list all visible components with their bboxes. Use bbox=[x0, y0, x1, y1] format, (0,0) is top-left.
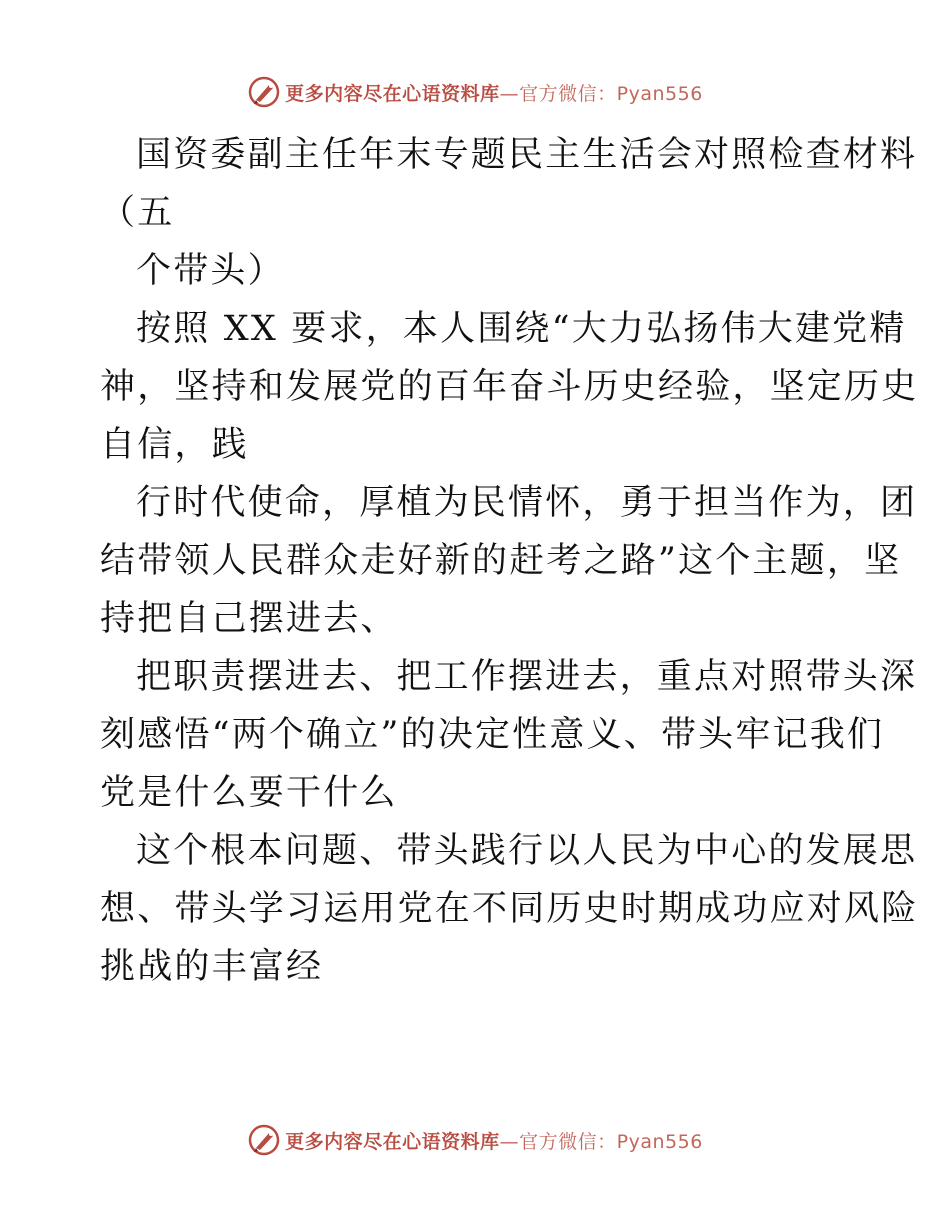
watermark-text bbox=[285, 1127, 703, 1154]
text-line: 国资委副主任年末专题民主生活会对照检查材料 bbox=[136, 135, 918, 175]
pen-logo-icon bbox=[247, 75, 281, 109]
text-line: 想、带头学习运用党在不同历史时期成功应对风险 bbox=[100, 889, 919, 929]
watermark-sub-text: —官方微信：Pyan556 bbox=[499, 82, 703, 105]
text-line: 个带头） bbox=[136, 251, 285, 291]
text-line: 这个根本问题、带头践行以人民为中心的发展思 bbox=[136, 831, 918, 871]
watermark-text bbox=[285, 79, 703, 106]
footer-watermark bbox=[0, 1120, 950, 1160]
text-line: 把职责摆进去、把工作摆进去，重点对照带头深 bbox=[136, 657, 918, 697]
text-line: 党是什么要干什么 bbox=[100, 773, 398, 813]
text-line: （五 bbox=[100, 193, 175, 233]
text-line: 行时代使命，厚植为民情怀，勇于担当作为，团 bbox=[136, 483, 918, 523]
watermark-main-text: 更多内容尽在心语资料库 bbox=[285, 1130, 500, 1153]
pen-logo-icon bbox=[247, 1123, 281, 1157]
text-line: 按照 XX 要求，本人围绕“大力弘扬伟大建党精 bbox=[136, 309, 907, 349]
text-line: 刻感悟“两个确立”的决定性意义、带头牢记我们 bbox=[100, 715, 885, 755]
text-line: 挑战的丰富经 bbox=[100, 947, 324, 987]
text-line: 神，坚持和发展党的百年奋斗历史经验，坚定历史 bbox=[100, 367, 919, 407]
watermark-sub-text: —官方微信：Pyan556 bbox=[499, 1130, 703, 1153]
text-line: 持把自己摆进去、 bbox=[100, 599, 398, 639]
text-line: 结带领人民群众走好新的赶考之路”这个主题，坚 bbox=[100, 541, 902, 581]
document-body bbox=[100, 126, 919, 996]
header-watermark bbox=[0, 72, 950, 112]
text-line: 自信，践 bbox=[100, 425, 249, 465]
watermark-main-text: 更多内容尽在心语资料库 bbox=[285, 82, 500, 105]
